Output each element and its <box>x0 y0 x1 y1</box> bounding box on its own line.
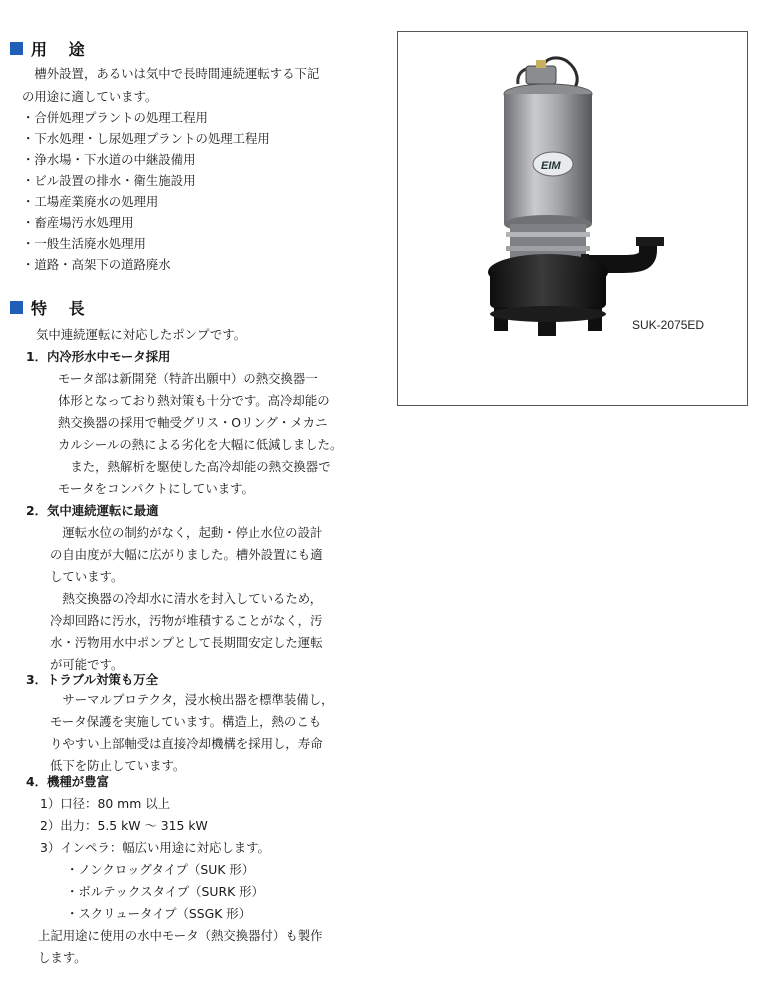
uses-item: ・ビル設置の排水・衛生施設用 <box>22 173 196 188</box>
feature-2-heading: 2．気中連続運転に最適 <box>26 503 159 518</box>
uses-heading-text: 用 途 <box>31 40 93 59</box>
uses-heading <box>10 37 93 60</box>
feature-4-line: 3）インペラ：幅広い用途に対応します。 <box>40 840 270 855</box>
submersible-pump-image <box>398 32 749 407</box>
features-heading <box>10 296 93 319</box>
product-photo-frame <box>397 31 748 406</box>
closing-line: 上記用途に使用の水中モータ（熱交換器付）も製作 <box>38 928 323 943</box>
feature-2-line: が可能です。 <box>50 657 124 672</box>
feature-1-line: モータをコンパクトにしています。 <box>58 481 254 496</box>
uses-item: ・工場産業廃水の処理用 <box>22 194 159 209</box>
feature-2-line: の自由度が大幅に広がりました。槽外設置にも適 <box>50 547 323 562</box>
feature-3-line: モータ保護を実施しています。構造上，熱のこも <box>50 714 322 729</box>
feature-2-line: 水・汚物用水中ポンプとして長期間安定した運転 <box>50 635 323 650</box>
feature-1-line: また，熱解析を駆使した高冷却能の熱交換器で <box>58 459 331 474</box>
feature-4-line: 2）出力：5.5 kW ～ 315 kW <box>40 818 208 833</box>
feature-2-line: 運転水位の制約がなく，起動・停止水位の設計 <box>50 525 323 540</box>
uses-item: ・下水処理・し尿処理プラントの処理工程用 <box>22 131 270 146</box>
feature-2-line: 熱交換器の冷却水に清水を封入しているため， <box>50 591 323 606</box>
feature-1-line: 体形となっており熱対策も十分です。高冷却能の <box>58 393 330 408</box>
closing-line: します。 <box>38 950 87 965</box>
uses-item: ・畜産場汚水処理用 <box>22 215 134 230</box>
feature-1-line: カルシールの熱による劣化を大幅に低減しました。 <box>58 437 343 452</box>
blue-square-icon <box>10 42 23 55</box>
product-model-caption: SUK-2075ED <box>632 318 705 332</box>
feature-1-line: 熱交換器の採用で軸受グリス・Oリング・メカニ <box>58 415 328 430</box>
uses-intro-line: 槽外設置，あるいは気中で長時間連続運転する下記 <box>22 66 320 81</box>
impeller-type-item: ・ボルテックスタイプ（SURK 形） <box>66 884 264 899</box>
feature-4-line: 1）口径：80 mm 以上 <box>40 796 171 811</box>
uses-item: ・浄水場・下水道の中継設備用 <box>22 152 196 167</box>
feature-2-line: しています。 <box>50 569 124 584</box>
eim-logo: EIM <box>541 160 561 172</box>
uses-intro-line: の用途に適しています。 <box>22 89 158 104</box>
feature-2-line: 冷却回路に汚水，汚物が堆積することがなく，汚 <box>50 613 323 628</box>
feature-1-line: モータ部は新開発（特許出願中）の熱交換器一 <box>58 371 318 386</box>
impeller-type-item: ・スクリュータイプ（SSGK 形） <box>66 906 252 921</box>
uses-item: ・道路・高架下の道路廃水 <box>22 257 171 272</box>
feature-1-heading: 1．内冷形水中モータ採用 <box>26 349 171 364</box>
impeller-type-item: ・ノンクロッグタイプ（SUK 形） <box>66 862 255 877</box>
features-heading-text: 特 長 <box>31 299 93 318</box>
feature-3-line: 低下を防止しています。 <box>50 758 186 773</box>
feature-3-line: サーマルプロテクタ，浸水検出器を標準装備し， <box>50 692 334 707</box>
uses-item: ・合併処理プラントの処理工程用 <box>22 110 208 125</box>
feature-3-line: りやすい上部軸受は直接冷却機構を採用し，寿命 <box>50 736 323 751</box>
features-intro: 気中連続運転に対応したポンプです。 <box>36 327 247 342</box>
feature-4-heading: 4．機種が豊富 <box>26 774 109 789</box>
uses-item: ・一般生活廃水処理用 <box>22 236 146 251</box>
blue-square-icon <box>10 301 23 314</box>
feature-3-heading: 3．トラブル対策も万全 <box>26 672 159 687</box>
